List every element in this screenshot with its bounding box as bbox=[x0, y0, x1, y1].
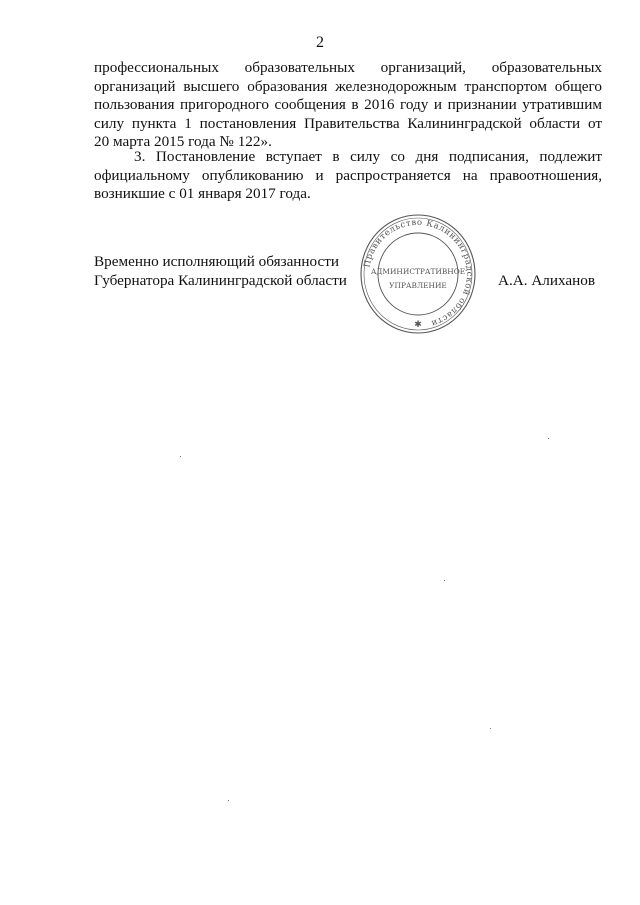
official-seal-stamp bbox=[358, 212, 478, 336]
signatory-position bbox=[94, 252, 347, 290]
page-number: 2 bbox=[316, 34, 324, 51]
text-line: пользования пригородного сообщения в 2016 году и признании утратившим bbox=[94, 96, 602, 113]
paragraph-item-3 bbox=[94, 148, 602, 204]
scan-speck bbox=[444, 580, 445, 581]
seal-star-icon: ✱ bbox=[414, 320, 422, 330]
seal-center-line: УПРАВЛЕНИЕ bbox=[389, 281, 447, 290]
position-line: Губернатора Калининградской области bbox=[94, 272, 347, 289]
text-line: силу пункта 1 постановления Правительства Калининградской области от bbox=[94, 114, 602, 132]
text-line: официальному опубликованию и распространяется на правоотношения, bbox=[94, 166, 602, 184]
scan-speck bbox=[490, 728, 491, 729]
text-line: возникшие с 01 января 2017 года. bbox=[94, 185, 311, 202]
scan-speck bbox=[180, 456, 181, 457]
seal-center-line: АДМИНИСТРАТИВНОЕ bbox=[370, 267, 466, 276]
scan-speck bbox=[548, 438, 549, 439]
text-line: организаций высшего образования железнодорожным транспортом общего bbox=[94, 77, 602, 95]
text-line: 20 марта 2015 года № 122». bbox=[94, 133, 272, 150]
text-line: профессиональных образовательных организаций, образовательных bbox=[94, 59, 602, 76]
signatory-name: А.А. Алиханов bbox=[498, 272, 596, 289]
position-line: Временно исполняющий обязанности bbox=[94, 253, 340, 270]
seal-outer-text: Правительство Калининградской области bbox=[362, 217, 475, 329]
scan-speck bbox=[228, 800, 229, 801]
text-line: 3. Постановление вступает в силу со дня подписания, подлежит bbox=[134, 148, 602, 165]
paragraph-continuation bbox=[94, 59, 602, 152]
